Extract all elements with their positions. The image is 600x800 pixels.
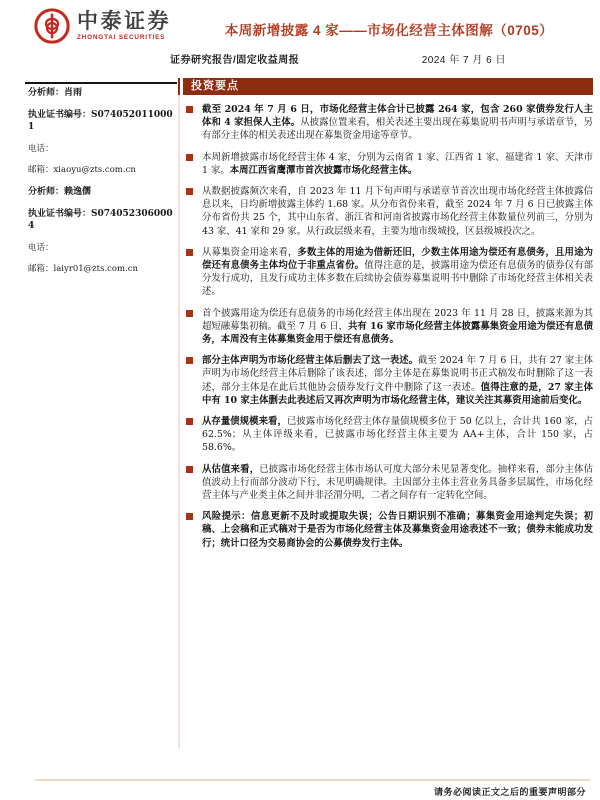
brand-text [77, 7, 171, 41]
report-date: 2024 年 7 月 6 日 [421, 55, 506, 66]
bullet-square-icon [186, 106, 193, 113]
vertical-divider-light [178, 95, 180, 748]
bullet-square-icon [186, 466, 193, 473]
analyst-block [28, 88, 176, 176]
bullet-item [186, 185, 593, 238]
analyst-sidebar [28, 88, 176, 286]
bullet-square-icon [186, 418, 193, 425]
bullet-item [186, 510, 593, 550]
zhongtai-logo-icon [33, 7, 71, 45]
analyst-email-line: 邮箱：laiyr01@zts.com.cn [28, 264, 139, 275]
bullet-item [186, 415, 593, 455]
bullet-item [186, 151, 593, 177]
bullet-text: 风险提示：信息更新不及时或提取失误；公告日期识别不准确；募集资金用途判定失误；初稿、上会稿和正式稿对于是否为市场化经营主体及募集资金用途表述不一致；债券未能成功发行；统计口径为交易商协会的公募债券发行主体。 [202, 511, 593, 549]
bullet-square-icon [186, 188, 193, 195]
bullet-item [186, 246, 593, 299]
analyst-name-line: 分析师：肖雨 [28, 88, 83, 98]
bullet-item [186, 463, 593, 503]
bullet-item [186, 103, 593, 143]
vertical-divider-dark [178, 78, 180, 95]
report-type: 证券研究报告/固定收益周报 [170, 55, 300, 66]
bullet-text: 首个披露用途为偿还有息债务的市场化经营主体出现在 2023 年 11 月 28 日，披露来源为其超短融募集初稿。截至 7 月 6 日，共有 16 家市场化经营主体披露募集资金用途为偿还有息债务，本周没有主体募集资金用于偿还有息债务。 [202, 307, 594, 346]
bullet-square-icon [186, 357, 193, 364]
analyst-phone-line: 电话： [28, 242, 54, 253]
brand-logo [33, 7, 171, 45]
bullet-text: 从数据披露频次来看，自 2023 年 11 月下旬声明与承诺章节首次出现市场化经营主体披露信息以来，日均新增披露主体约 1.68 家。从分布省份来看，截至 2024 年 7 月 6 日已披露主体分布省份共 25 个，其中山东省、浙江省和河南省披露市场化经营主体数量位列前三，分别为 43 家、41 家和 29 家。从行政层级来看，主要为地市级城投，区县级城投次之。 [202, 186, 593, 237]
analyst-email-line: 邮箱：xiaoyu@zts.com.cn [28, 165, 136, 176]
bullet-text: 本周新增披露市场化经营主体 4 家，分别为云南省 1 家、江西省 1 家、福建省 1 家、天津市 1 家。本周江西省鹰潭市首次披露市场化经营主体。 [202, 151, 593, 176]
section-header-investment-points: 投资要点 [183, 78, 593, 95]
footer-rule [35, 779, 590, 781]
analyst-cert-line: 执业证书编号：S0740520110001 [28, 110, 173, 132]
bullet-text: 从存量债规模来看，已披露市场化经营主体存量债规模多位于 50 亿以上，合计共 160 家，占 62.5%；从主体评级来看，已披露市场化经营主体主要为 AA+主体，合计 150 家，占 58.6%。 [202, 416, 593, 454]
bullet-square-icon [186, 249, 193, 256]
bullet-text: 从募集资金用途来看，多数主体的用途为借新还旧，少数主体用途为偿还有息债务，且用途为偿还有息债务主体均位于非重点省份。值得注意的是，披露用途为偿还有息债务的债券仅有部分发行成功，且发行成功主体多数在后续协会债券募集说明书中删除了市场化经营主体相关表述。 [202, 246, 593, 298]
bullet-square-icon [186, 513, 193, 520]
report-subheader [170, 51, 506, 66]
analyst-name-line: 分析师：赖逸儒 [28, 187, 92, 197]
bullet-item [186, 354, 593, 407]
analyst-cert-line: 执业证书编号：S0740523060004 [28, 209, 173, 231]
analyst-phone-line: 电话： [28, 143, 54, 154]
brand-name-cn: 中泰证券 [77, 10, 171, 33]
report-title: 本周新增披露 4 家——市场化经营主体图解（0705） [224, 23, 554, 38]
bullet-square-icon [186, 310, 193, 317]
bullet-item [186, 307, 593, 347]
brand-name-en: ZHONGTAI SECURITIES [77, 34, 166, 42]
analyst-block [28, 187, 176, 275]
bullet-text: 截至 2024 年 7 月 6 日，市场化经营主体合计已披露 264 家，包含 260 家债券发行人主体和 4 家担保人主体。从披露位置来看，相关表述主要出现在募集说明书声明与承诺章节，另有部分主体的相关表述出现在募集资金用途等章节。 [202, 104, 593, 142]
bullet-text: 部分主体声明为市场化经营主体后删去了这一表述。截至 2024 年 7 月 6 日，共有 27 家主体声明为市场化经营主体后删除了该表述，部分主体是在募集说明书正式稿发布时删除了这一表述，部分主体是在此后其他协会债券发行文件中删除了这一表述。值得注意的是，27 家主体中有 10 家主体删去此表述后又再次声明为市场化经营主体，建议关注其募资用途前后变化。 [202, 355, 593, 406]
sidebar-top-rule [25, 82, 177, 84]
bullet-square-icon [186, 154, 193, 161]
bullet-text: 从估值来看，已披露市场化经营主体市场认可度大部分未见显著变化。抽样来看，部分主体估值波动上行而部分波动下行，未见明确规律。主因部分主体主营业务具备多层属性，市场化经营主体与产业类主体之间并非泾渭分明，二者之间存有一定转化空间。 [202, 463, 593, 502]
bullet-list [186, 103, 593, 558]
footer-disclaimer: 请务必阅读正文之后的重要声明部分 [433, 788, 586, 798]
